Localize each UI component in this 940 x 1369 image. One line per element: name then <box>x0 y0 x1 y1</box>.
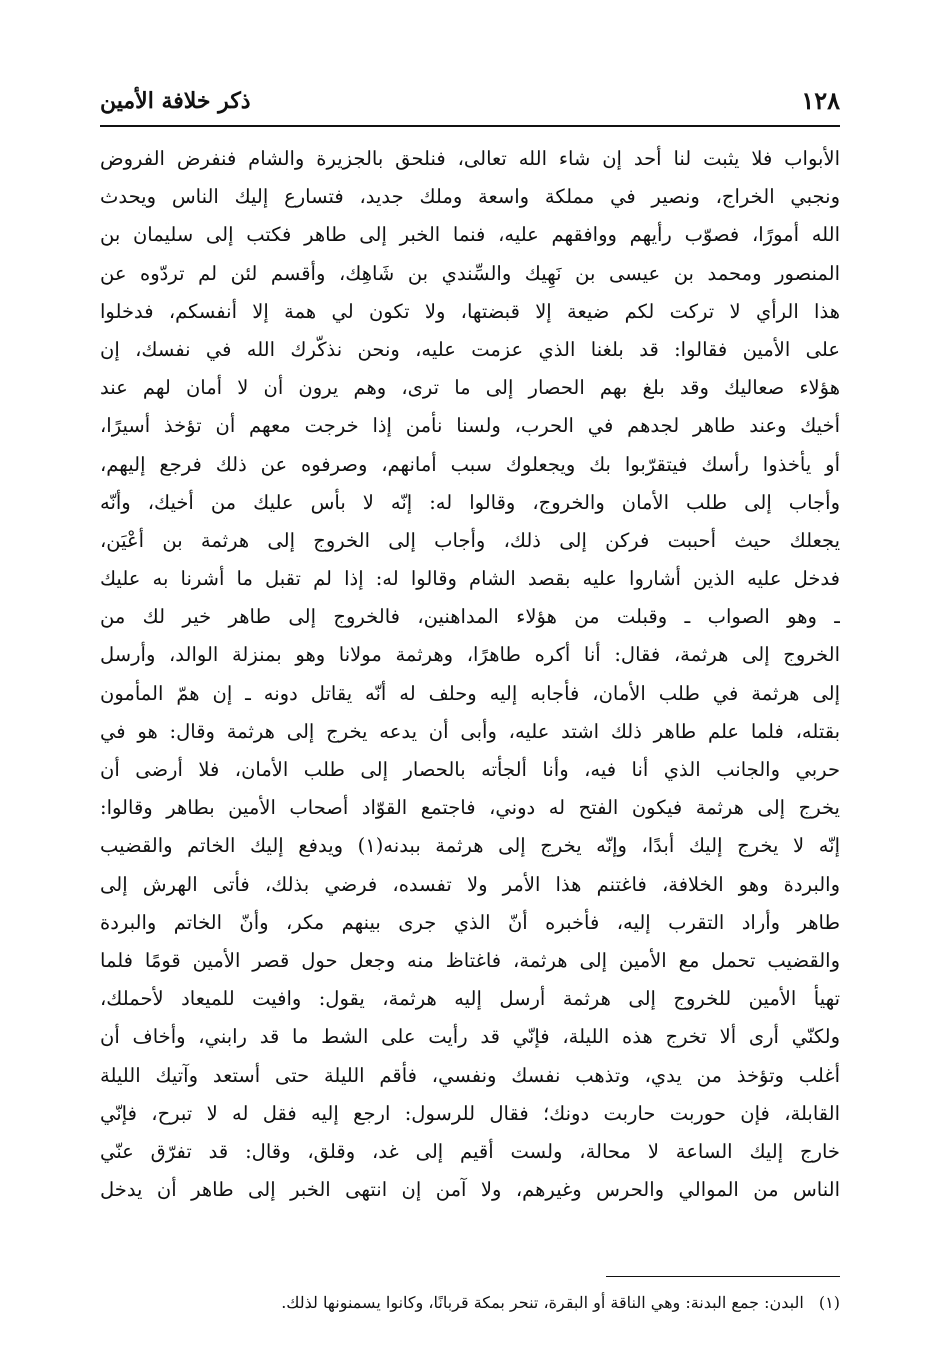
text-line: هؤلاء صعاليك وقد بلغ بهم الحصار إلى ما ترى، وهم يرون أن لا أمان لهم عند <box>100 376 840 400</box>
text-line: يخرج إلى هرثمة فيكون الفتح له دوني، فاجتمع القوّاد أصحاب الأمين بطاهر وقالوا: <box>100 796 840 820</box>
text-line: طاهر وأراد التقرب إليه، فأخبره أنّ الذي جرى بينهم مكر، وأنّ الخاتم والبردة <box>100 910 840 934</box>
text-line: الناس من الموالي والحرس وغيرهم، ولا آمن إن انتهى الخبر إلى طاهر أن يدخل <box>100 1178 840 1202</box>
header-divider <box>100 125 840 127</box>
text-line: حربي والجانب الذي أنا فيه، وأنا ألجأته بالحصار إلى طلب الأمان، فلا أرضى أن <box>100 758 840 781</box>
text-line: وأجاب إلى طلب الأمان والخروج، وقالوا له: إنّه لا بأس عليك من أخيك، وأنّه <box>100 490 840 514</box>
text-line: يجعلك حيث أحببت فركن إلى ذلك، وأجاب إلى الخروج إلى هرثمة بن أعْيَن، <box>100 528 840 552</box>
text-line: الخروج إلى هرثمة، فقال: أنا أكره طاهرًا، وهرثمة مولانا وهو بمنزلة الوالد، وأرسل <box>100 643 840 667</box>
text-line: أو يأخذوا رأسك فيتقرّبوا بك ويجعلوك سبب أمانهم، وصرفوه عن ذلك فرجع إليهم، <box>100 452 840 476</box>
text-line: ـ وهو الصواب ـ وقبلت من هؤلاء المداهنين، فالخروج إلى طاهر خير لك من <box>100 605 840 629</box>
text-line: والقضيب تحمل مع الأمين إلى هرثمة، فاغتاظ منه وجعل حول قصر الأمين قومًا فلما <box>100 948 840 972</box>
running-header <box>100 86 840 124</box>
footnote-marker: (١) <box>818 1293 840 1312</box>
text-line: الأبواب فلا يثبت لنا أحد إن شاء الله تعالى، فنلحق بالجزيرة والشام فنفرض الفروض <box>100 147 840 170</box>
chapter-title: ذكر خلافة الأمين <box>100 88 251 114</box>
text-line: المنصور ومحمد بن عيسى بن نَهِيك والسِّندي بن شَاهِك، وأقسم لئن لم تردّوه عن <box>100 261 840 285</box>
text-line: على الأمين فقالوا: قد بلغنا الذي عزمت عليه، ونحن نذكّرك الله في نفسك، إن <box>100 337 840 361</box>
text-line: أخيك وعند طاهر لجدهم في الحرب، ولسنا نأمن إذا خرجت معهم أن تؤخذ أسيرًا، <box>100 414 840 438</box>
text-line: ونجبي الخراج، ونصير في مملكة واسعة وملك جديد، فتسارع إليك الناس ويحدث <box>100 185 840 209</box>
footnote-text: البدن: جمع البدنة: وهي الناقة أو البقرة، تنحر بمكة قربانًا، وكانوا يسمنونها لذلك. <box>281 1293 804 1312</box>
text-line: بقتله، فلما علم طاهر ذلك اشتد عليه، وأبى أن يدعه يخرج إلى هرثمة وقال: هو في <box>100 719 840 743</box>
text-line: الله أمورًا، فصوّب رأيهم ووافقهم عليه، فنما الخبر إلى طاهر فكتب إلى سليمان بن <box>100 223 840 247</box>
text-line: إلى هرثمة في طلب الأمان، فأجابه إليه وحلف له أنّه يقاتل دونه ـ إن همّ المأمون <box>100 681 840 705</box>
text-line: والبردة وهو الخلافة، فاغتنم هذا الأمر ولا تفسده، فرضي بذلك، فأتى الهرش إلى <box>100 872 840 896</box>
text-line: إنّه لا يخرج إليك أبدًا، وإنّه يخرج إلى هرثمة ببدنه(١) ويدفع إليك الخاتم والقضيب <box>100 834 840 858</box>
page-number: ١٢٨ <box>801 86 840 115</box>
text-line: خارج إليك الساعة لا محالة، ولست أقيم إلى غد، وقلق، وقال: قد تفرّق عنّي <box>100 1139 840 1163</box>
footnote-divider <box>606 1276 840 1277</box>
text-line: القابلة، فإن حوربت حاربت دونك؛ فقال للرسول: ارجع إليه فقل له لا تبرح، فإنّي <box>100 1101 840 1125</box>
text-line: فدخل عليه الذين أشاروا عليه بقصد الشام وقالوا له: إذا لم تقبل ما أشرنا به عليك <box>100 567 840 591</box>
text-line: ولكنّي أرى ألا تخرج هذه الليلة، فإنّي قد رأيت على الشط ما قد رابني، وأخاف أن <box>100 1025 840 1049</box>
text-line: تهيأ الأمين للخروج إلى هرثمة أرسل إليه هرثمة، يقول: وافيت للميعاد لأحملك، <box>100 987 840 1011</box>
text-line: أغلب وتؤخذ من يدي، وتذهب نفسك ونفسي، فأقم الليلة حتى أستعد وآتيك الليلة <box>100 1063 840 1087</box>
body-text <box>100 140 840 1209</box>
text-line: هذا الرأي لا تركت لكم ضيعة إلا قبضتها، ولا تكون لي همة إلا أنفسكم، فدخلوا <box>100 299 840 323</box>
footnote <box>100 1288 840 1318</box>
